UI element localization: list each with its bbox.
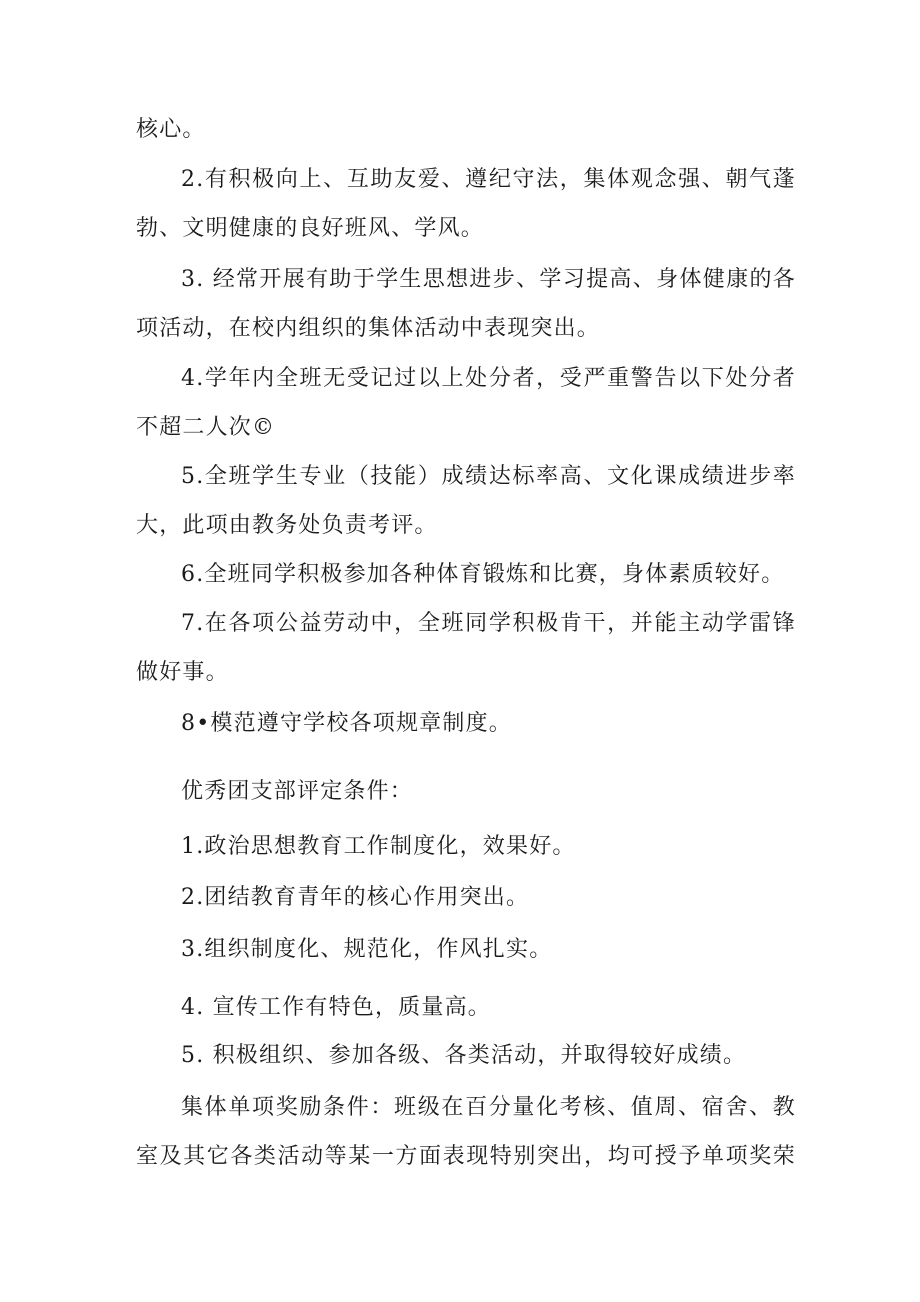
section-heading-league-branch: 优秀团支部评定条件： [181,779,414,804]
class-criterion-3-line-1: 3. 经常开展有助于学生思想进步、学习提高、身体健康的各 [181,267,796,292]
class-criterion-4-line-1: 4.学年内全班无受记过以上处分者，受严重警告以下处分者 [181,366,796,391]
class-criterion-7-line-1: 7.在各项公益劳动中，全班同学积极肯干，并能主动学雷锋 [181,611,796,636]
class-criterion-5-line-1: 5.全班学生专业（技能）成绩达标率高、文化课成绩进步率 [181,464,796,489]
class-criterion-2-line-1: 2.有积极向上、互助友爱、遵纪守法，集体观念强、朝气蓬 [181,167,796,192]
league-criterion-4: 4. 宣传工作有特色，质量高。 [181,995,491,1020]
collective-award-line-2: 室及其它各类活动等某一方面表现特别突出，均可授予单项奖荣 [136,1144,796,1169]
class-criterion-4-line-2: 不超二人次© [136,415,276,440]
text-line-continuation: 核心。 [136,117,206,142]
league-criterion-1: 1.政治思想教育工作制度化，效果好。 [181,834,576,859]
class-criterion-3-line-2: 项活动，在校内组织的集体活动中表现突出。 [136,316,601,341]
league-criterion-5: 5. 积极组织、参加各级、各类活动，并取得较好成绩。 [181,1043,747,1068]
class-criterion-2-line-2: 勃、文明健康的良好班风、学风。 [136,216,485,241]
class-criterion-7-line-2: 做好事。 [136,660,229,685]
collective-award-line-1: 集体单项奖励条件：班级在百分量化考核、值周、宿舍、教 [181,1095,796,1120]
class-criterion-6: 6.全班同学积极参加各种体育锻炼和比赛，身体素质较好。 [181,562,785,587]
class-criterion-8: 8•模范遵守学校各项规章制度。 [181,711,512,736]
class-criterion-5-line-2: 大，此项由教务处负责考评。 [136,513,438,538]
league-criterion-3: 3.组织制度化、规范化，作风扎实。 [181,937,553,962]
league-criterion-2: 2.团结教育青年的核心作用突出。 [181,885,530,910]
